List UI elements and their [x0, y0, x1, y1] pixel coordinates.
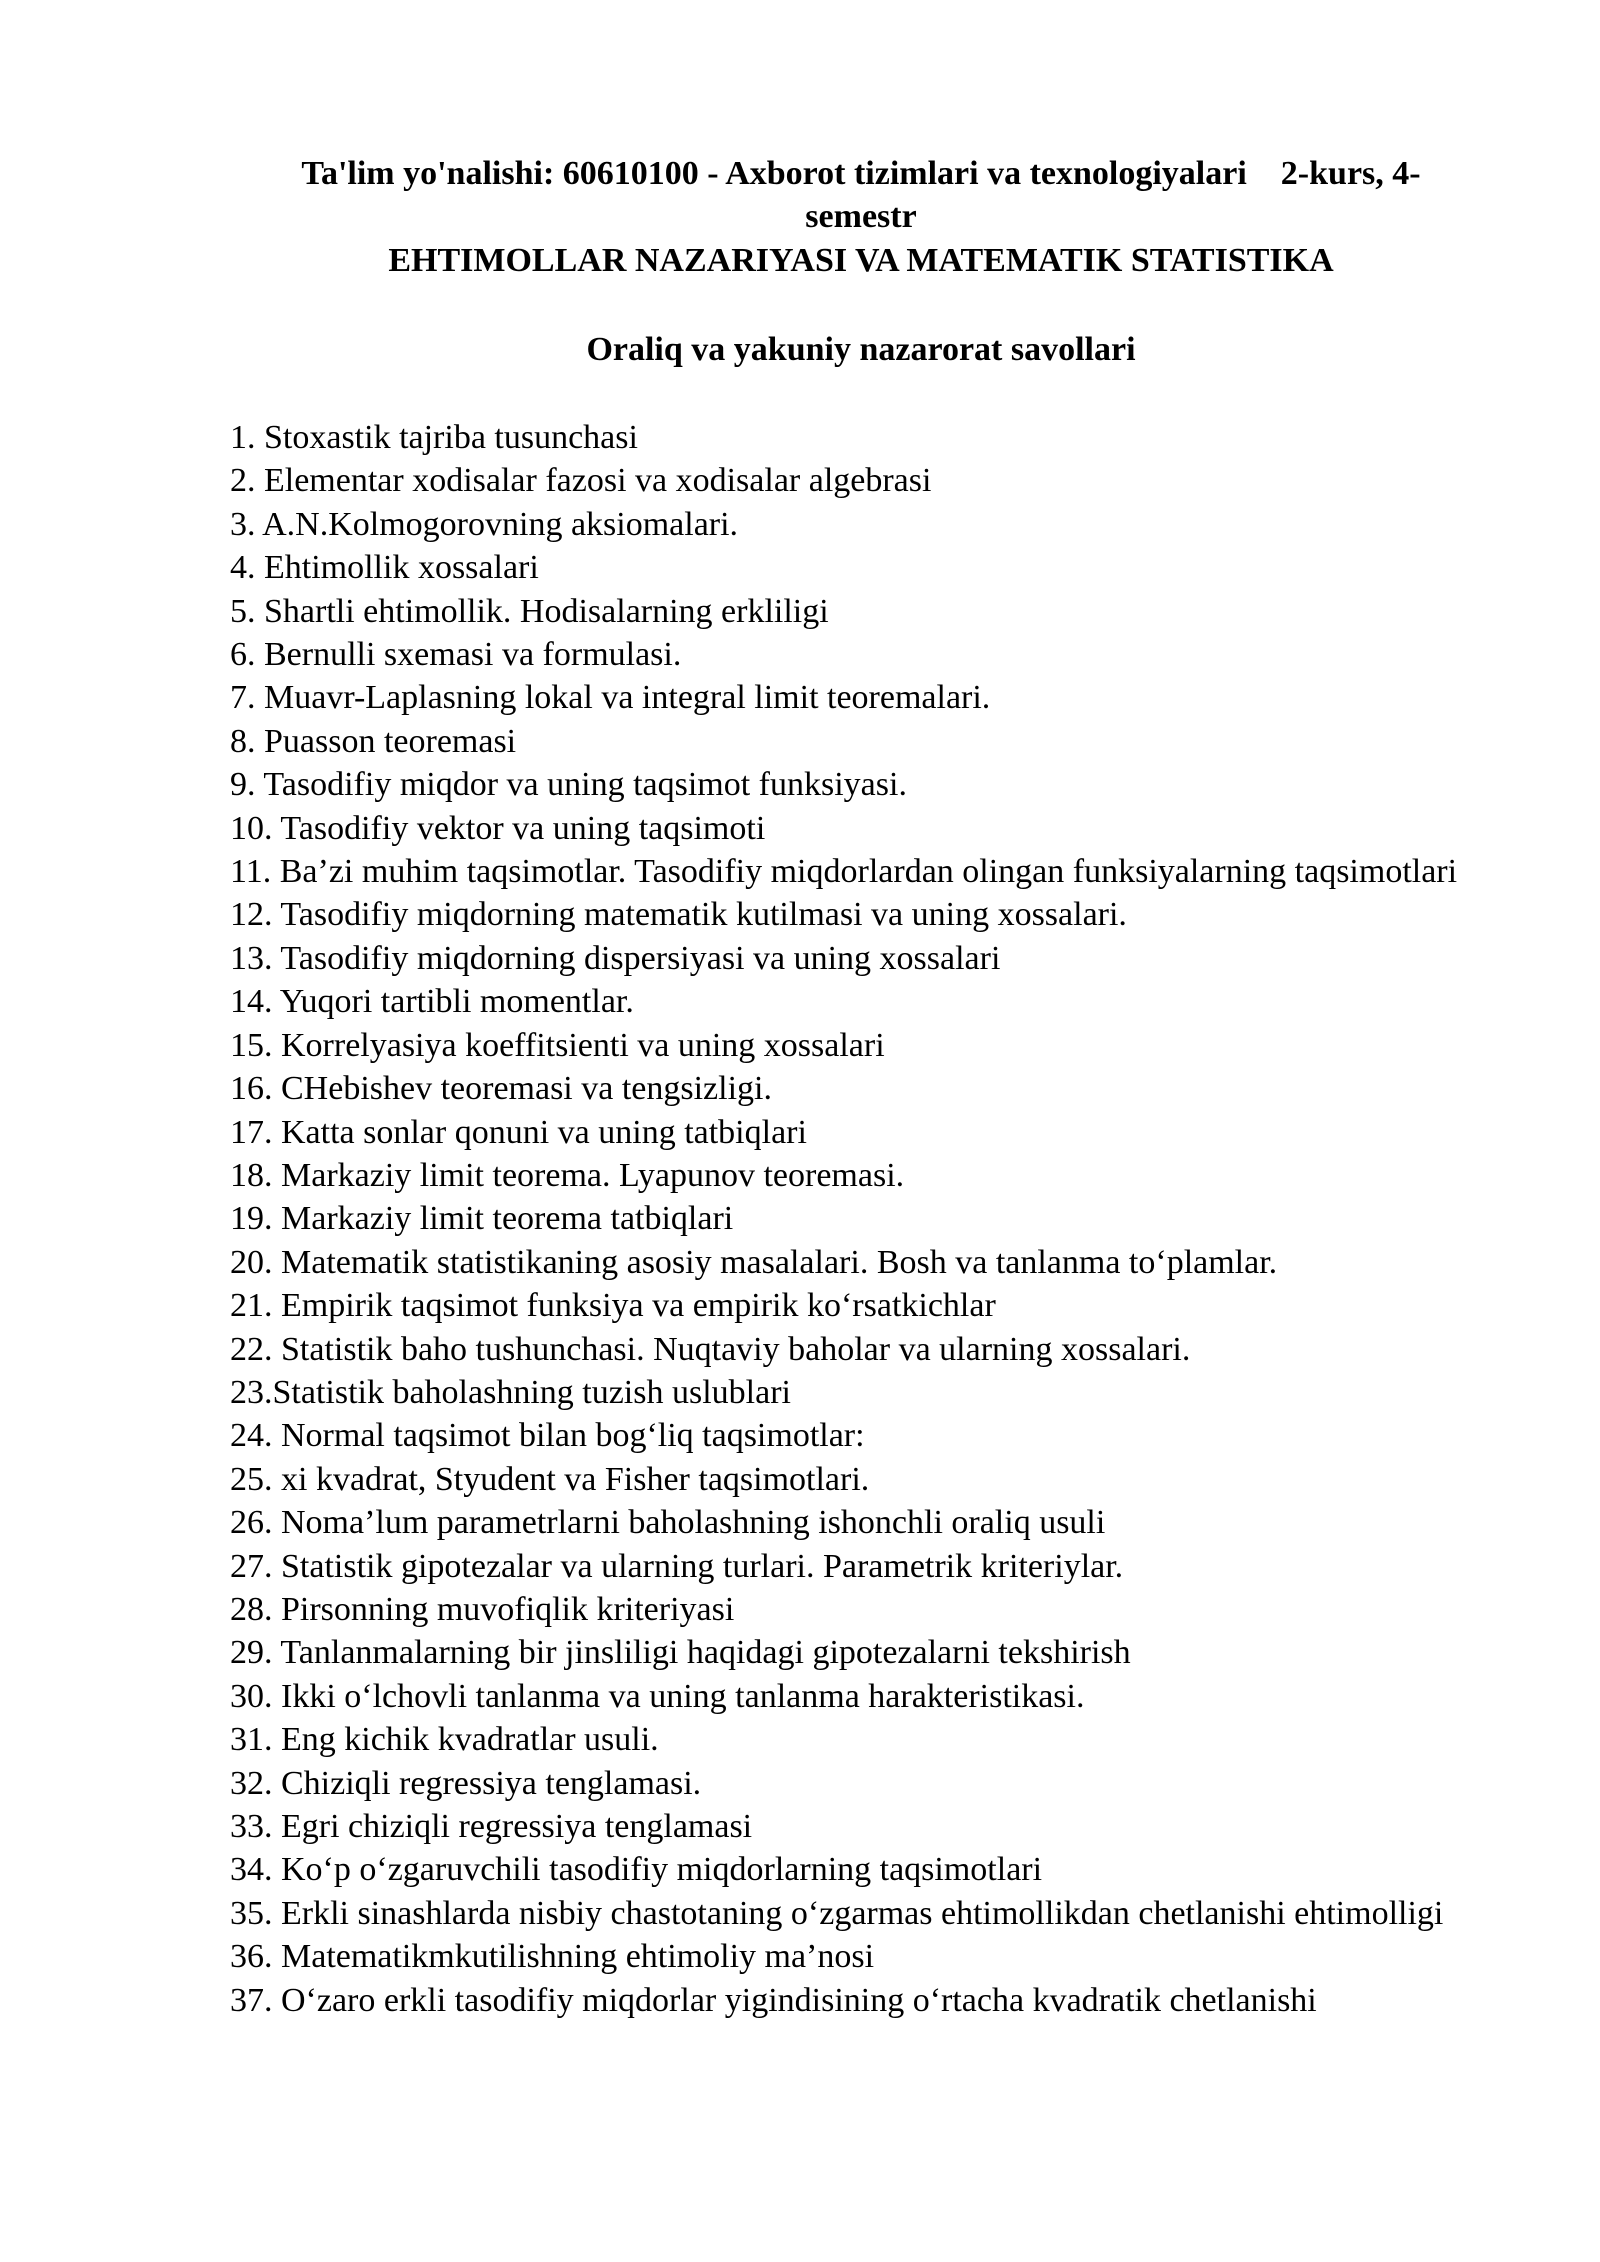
question-item: 17. Katta sonlar qonuni va uning tatbiqlari [230, 1113, 807, 1151]
document-header [230, 152, 1492, 282]
question-item: 22. Statistik baho tushunchasi. Nuqtaviy baholar va ularning xossalari. [230, 1330, 1191, 1368]
question-list [230, 416, 1492, 2022]
question-item: 25. xi kvadrat, Styudent va Fisher taqsimotlari. [230, 1460, 870, 1498]
question-item: 3. A.N.Kolmogorovning aksiomalari. [230, 505, 739, 543]
question-item: 4. Ehtimollik xossalari [230, 549, 539, 587]
question-item: 15. Korrelyasiya koeffitsienti va uning xossalari [230, 1026, 885, 1064]
question-item: 6. Bernulli sxemasi va formulasi. [230, 636, 682, 674]
semester-word: semestr [805, 198, 917, 235]
question-item: 5. Shartli ehtimollik. Hodisalarning erkliligi [230, 592, 829, 630]
question-item: 26. Noma’lum parametrlarni baholashning ishonchli oraliq usuli [230, 1504, 1106, 1542]
question-item: 34. Ko‘p o‘zgaruvchili tasodifiy miqdorlarning taqsimotlari [230, 1851, 1043, 1889]
question-item: 12. Tasodifiy miqdorning matematik kutilmasi va uning xossalari. [230, 896, 1127, 934]
header-line-1 [230, 152, 1492, 195]
course-semester: 2-kurs, 4- [1280, 155, 1421, 192]
question-item: 30. Ikki o‘lchovli tanlanma va uning tanlanma harakteristikasi. [230, 1677, 1085, 1715]
question-item: 2. Elementar xodisalar fazosi va xodisalar algebrasi [230, 462, 932, 500]
question-item: 23.Statistik baholashning tuzish uslublari [230, 1373, 791, 1411]
question-item: 33. Egri chiziqli regressiya tenglamasi [230, 1808, 753, 1845]
question-item: 32. Chiziqli regressiya tenglamasi. [230, 1764, 702, 1802]
question-item: 7. Muavr-Laplasning lokal va integral limit teoremalari. [230, 679, 991, 717]
question-item: 20. Matematik statistikaning asosiy masalalari. Bosh va tanlanma to‘plamlar. [230, 1243, 1278, 1281]
question-item: 27. Statistik gipotezalar va ularning turlari. Parametrik kriteriylar. [230, 1547, 1124, 1585]
question-item: 24. Normal taqsimot bilan bog‘liq taqsimotlar: [230, 1417, 865, 1455]
question-item: 37. O‘zaro erkli tasodifiy miqdorlar yigindisining o‘rtacha kvadratik chetlanishi [230, 1981, 1317, 2019]
question-item: 9. Tasodifiy miqdor va uning taqsimot funksiyasi. [230, 766, 907, 804]
question-item: 31. Eng kichik kvadratlar usuli. [230, 1721, 659, 1759]
question-item: 8. Puasson teoremasi [230, 722, 517, 760]
question-item: 10. Tasodifiy vektor va uning taqsimoti [230, 809, 766, 847]
question-item: 19. Markaziy limit teorema tatbiqlari [230, 1200, 734, 1238]
question-item: 36. Matematikmkutilishning ehtimoliy ma’nosi [230, 1938, 875, 1976]
question-item: 1. Stoxastik tajriba tusunchasi [230, 419, 638, 456]
program-title: Ta'lim yo'nalishi: 60610100 - Axborot tizimlari va texnologiyalari [301, 155, 1247, 192]
question-item: 35. Erkli sinashlarda nisbiy chastotaning o‘zgarmas ehtimollikdan chetlanishi ehtimolligi [230, 1894, 1444, 1932]
question-item: 16. CHebishev teoremasi va tengsizligi. [230, 1070, 772, 1108]
question-item: 14. Yuqori tartibli momentlar. [230, 983, 634, 1021]
subject-title: EHTIMOLLAR NAZARIYASI VA MATEMATIK STATISTIKA [388, 242, 1334, 279]
section-title: Oraliq va yakuniy nazarorat savollari [586, 331, 1136, 368]
question-item: 29. Tanlanmalarning bir jinsliligi haqidagi gipotezalarni tekshirish [230, 1634, 1131, 1672]
question-item: 21. Empirik taqsimot funksiya va empirik ko‘rsatkichlar [230, 1287, 996, 1325]
question-item: 11. Ba’zi muhim taqsimotlar. Tasodifiy miqdorlardan olingan funksiyalarning taqsimotlari [230, 853, 1458, 891]
question-item: 13. Tasodifiy miqdorning dispersiyasi va uning xossalari [230, 939, 1001, 977]
question-item: 18. Markaziy limit teorema. Lyapunov teoremasi. [230, 1156, 905, 1194]
question-item: 28. Pirsonning muvofiqlik kriteriyasi [230, 1590, 735, 1628]
